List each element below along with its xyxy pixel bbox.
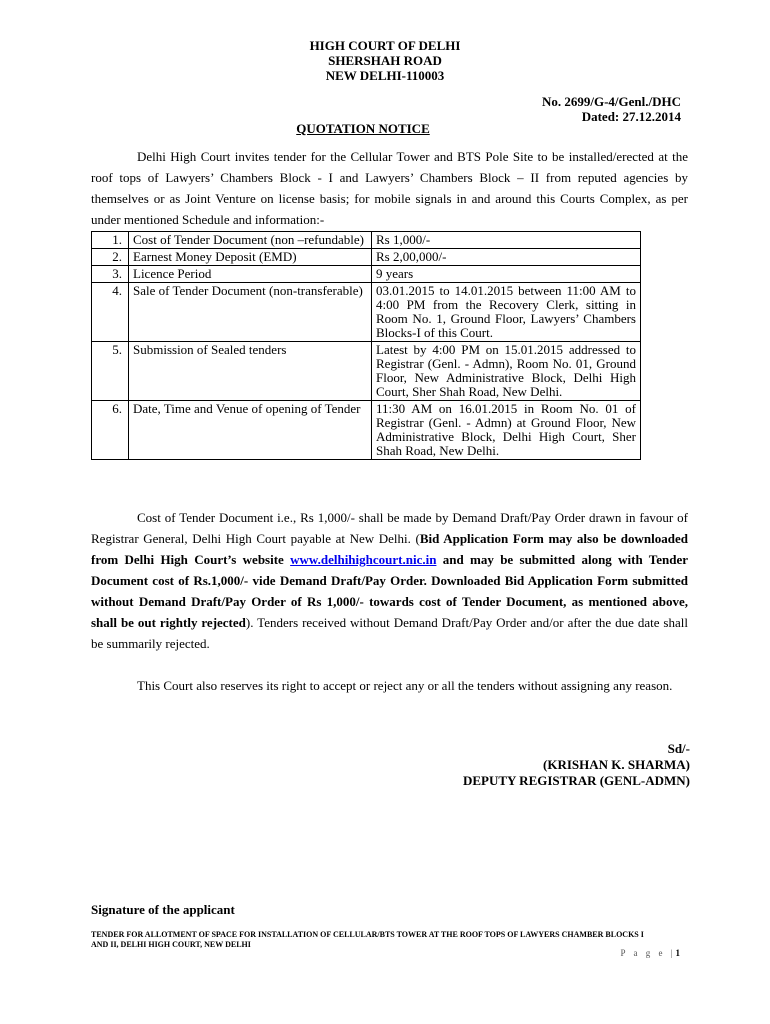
row-item: Sale of Tender Document (non-transferable) xyxy=(129,283,372,342)
row-item: Earnest Money Deposit (EMD) xyxy=(129,249,372,266)
row-value: 9 years xyxy=(372,266,641,283)
reference-number: No. 2699/G-4/Genl./DHC xyxy=(541,94,681,109)
notice-title: QUOTATION NOTICE xyxy=(296,121,430,136)
table-row xyxy=(92,249,641,266)
row-number: 5. xyxy=(92,342,129,401)
table-row xyxy=(92,401,641,460)
row-value: 11:30 AM on 16.01.2015 in Room No. 01 of Registrar (Genl. - Admn) at Ground Floor, New Administrative Block, Delhi High Court, Sher Shah Road, New Delhi. xyxy=(372,401,641,460)
intro-paragraph xyxy=(91,146,688,230)
court-city: NEW DELHI-110003 xyxy=(325,68,445,83)
row-value: 03.01.2015 to 14.01.2015 between 11:00 AM to 4:00 PM from the Recovery Clerk, sitting in Room No. 1, Ground Floor, Lawyers’ Chambers Blocks-I of this Court. xyxy=(372,283,641,342)
payment-text-bold: Bid Application Form may also be downloaded from Delhi High Court’s website xyxy=(91,531,688,567)
website-link[interactable]: www.delhihighcourt.nic.in xyxy=(290,552,437,567)
signature-sd: Sd/- xyxy=(667,741,690,756)
row-item: Licence Period xyxy=(129,266,372,283)
row-number: 6. xyxy=(92,401,129,460)
footer-text: TENDER FOR ALLOTMENT OF SPACE FOR INSTALLATION OF CELLULAR/BTS TOWER AT THE ROOF TOPS OF LAWYERS CHAMBER BLOCKS I AND II, DELHI HIGH COURT, NEW DELHI xyxy=(91,930,644,949)
table-row xyxy=(92,232,641,249)
page-number xyxy=(621,948,680,958)
row-number: 3. xyxy=(92,266,129,283)
row-item: Cost of Tender Document (non –refundable) xyxy=(129,232,372,249)
row-item: Date, Time and Venue of opening of Tender xyxy=(129,401,372,460)
table-row xyxy=(92,342,641,401)
table-row xyxy=(92,266,641,283)
table-row xyxy=(92,283,641,342)
payment-text-end: ). Tenders received without Demand Draft/Pay Order and/or after the due date shall be summarily rejected. xyxy=(91,615,688,651)
payment-text-start: Cost of Tender Document i.e., Rs 1,000/- shall be made by Demand Draft/Pay Order drawn in favour of Registrar General, Delhi High Court payable at New Delhi. ( xyxy=(91,510,688,546)
intro-text: Delhi High Court invites tender for the Cellular Tower and BTS Pole Site to be installed/erected at the roof tops of Lawyers’ Chambers Block - I and Lawyers’ Chambers Block – II from reputed agencies by themselves or as Joint Venture on license basis; for mobile signals in and around this Courts Complex, as per under mentioned Schedule and information:- xyxy=(91,149,688,227)
row-number: 1. xyxy=(92,232,129,249)
rights-paragraph xyxy=(91,675,688,696)
row-number: 2. xyxy=(92,249,129,266)
rights-text: This Court also reserves its right to accept or reject any or all the tenders without assigning any reason. xyxy=(137,678,673,693)
row-value: Rs 2,00,000/- xyxy=(372,249,641,266)
court-street: SHERSHAH ROAD xyxy=(328,53,442,68)
payment-text-bold-2: and may be submitted along with Tender Document cost of Rs.1,000/- vide Demand Draft/Pay Order. Downloaded Bid Application Form submitted without Demand Draft/Pay Order of Rs 1,000/- towards cost of Tender Document, as mentioned above, shall be out rightly rejected xyxy=(91,552,689,630)
row-number: 4. xyxy=(92,283,129,342)
payment-paragraph xyxy=(91,507,688,654)
signatory-designation: DEPUTY REGISTRAR (GENL-ADMN) xyxy=(462,773,690,788)
page-number-value: 1 xyxy=(675,948,680,958)
signatory-name: (KRISHAN K. SHARMA) xyxy=(543,757,690,772)
row-item: Submission of Sealed tenders xyxy=(129,342,372,401)
schedule-table xyxy=(91,231,641,460)
page-label: P a g e | xyxy=(620,948,676,958)
row-value: Latest by 4:00 PM on 15.01.2015 addressed to Registrar (Genl. - Admn), Room No. 01, Ground Floor, New Administrative Block, Delhi High Court, Sher Shah Road, New Delhi. xyxy=(372,342,641,401)
applicant-signature-label: Signature of the applicant xyxy=(91,902,235,917)
court-name: HIGH COURT OF DELHI xyxy=(309,38,461,53)
row-value: Rs 1,000/- xyxy=(372,232,641,249)
reference-date: Dated: 27.12.2014 xyxy=(581,109,681,124)
